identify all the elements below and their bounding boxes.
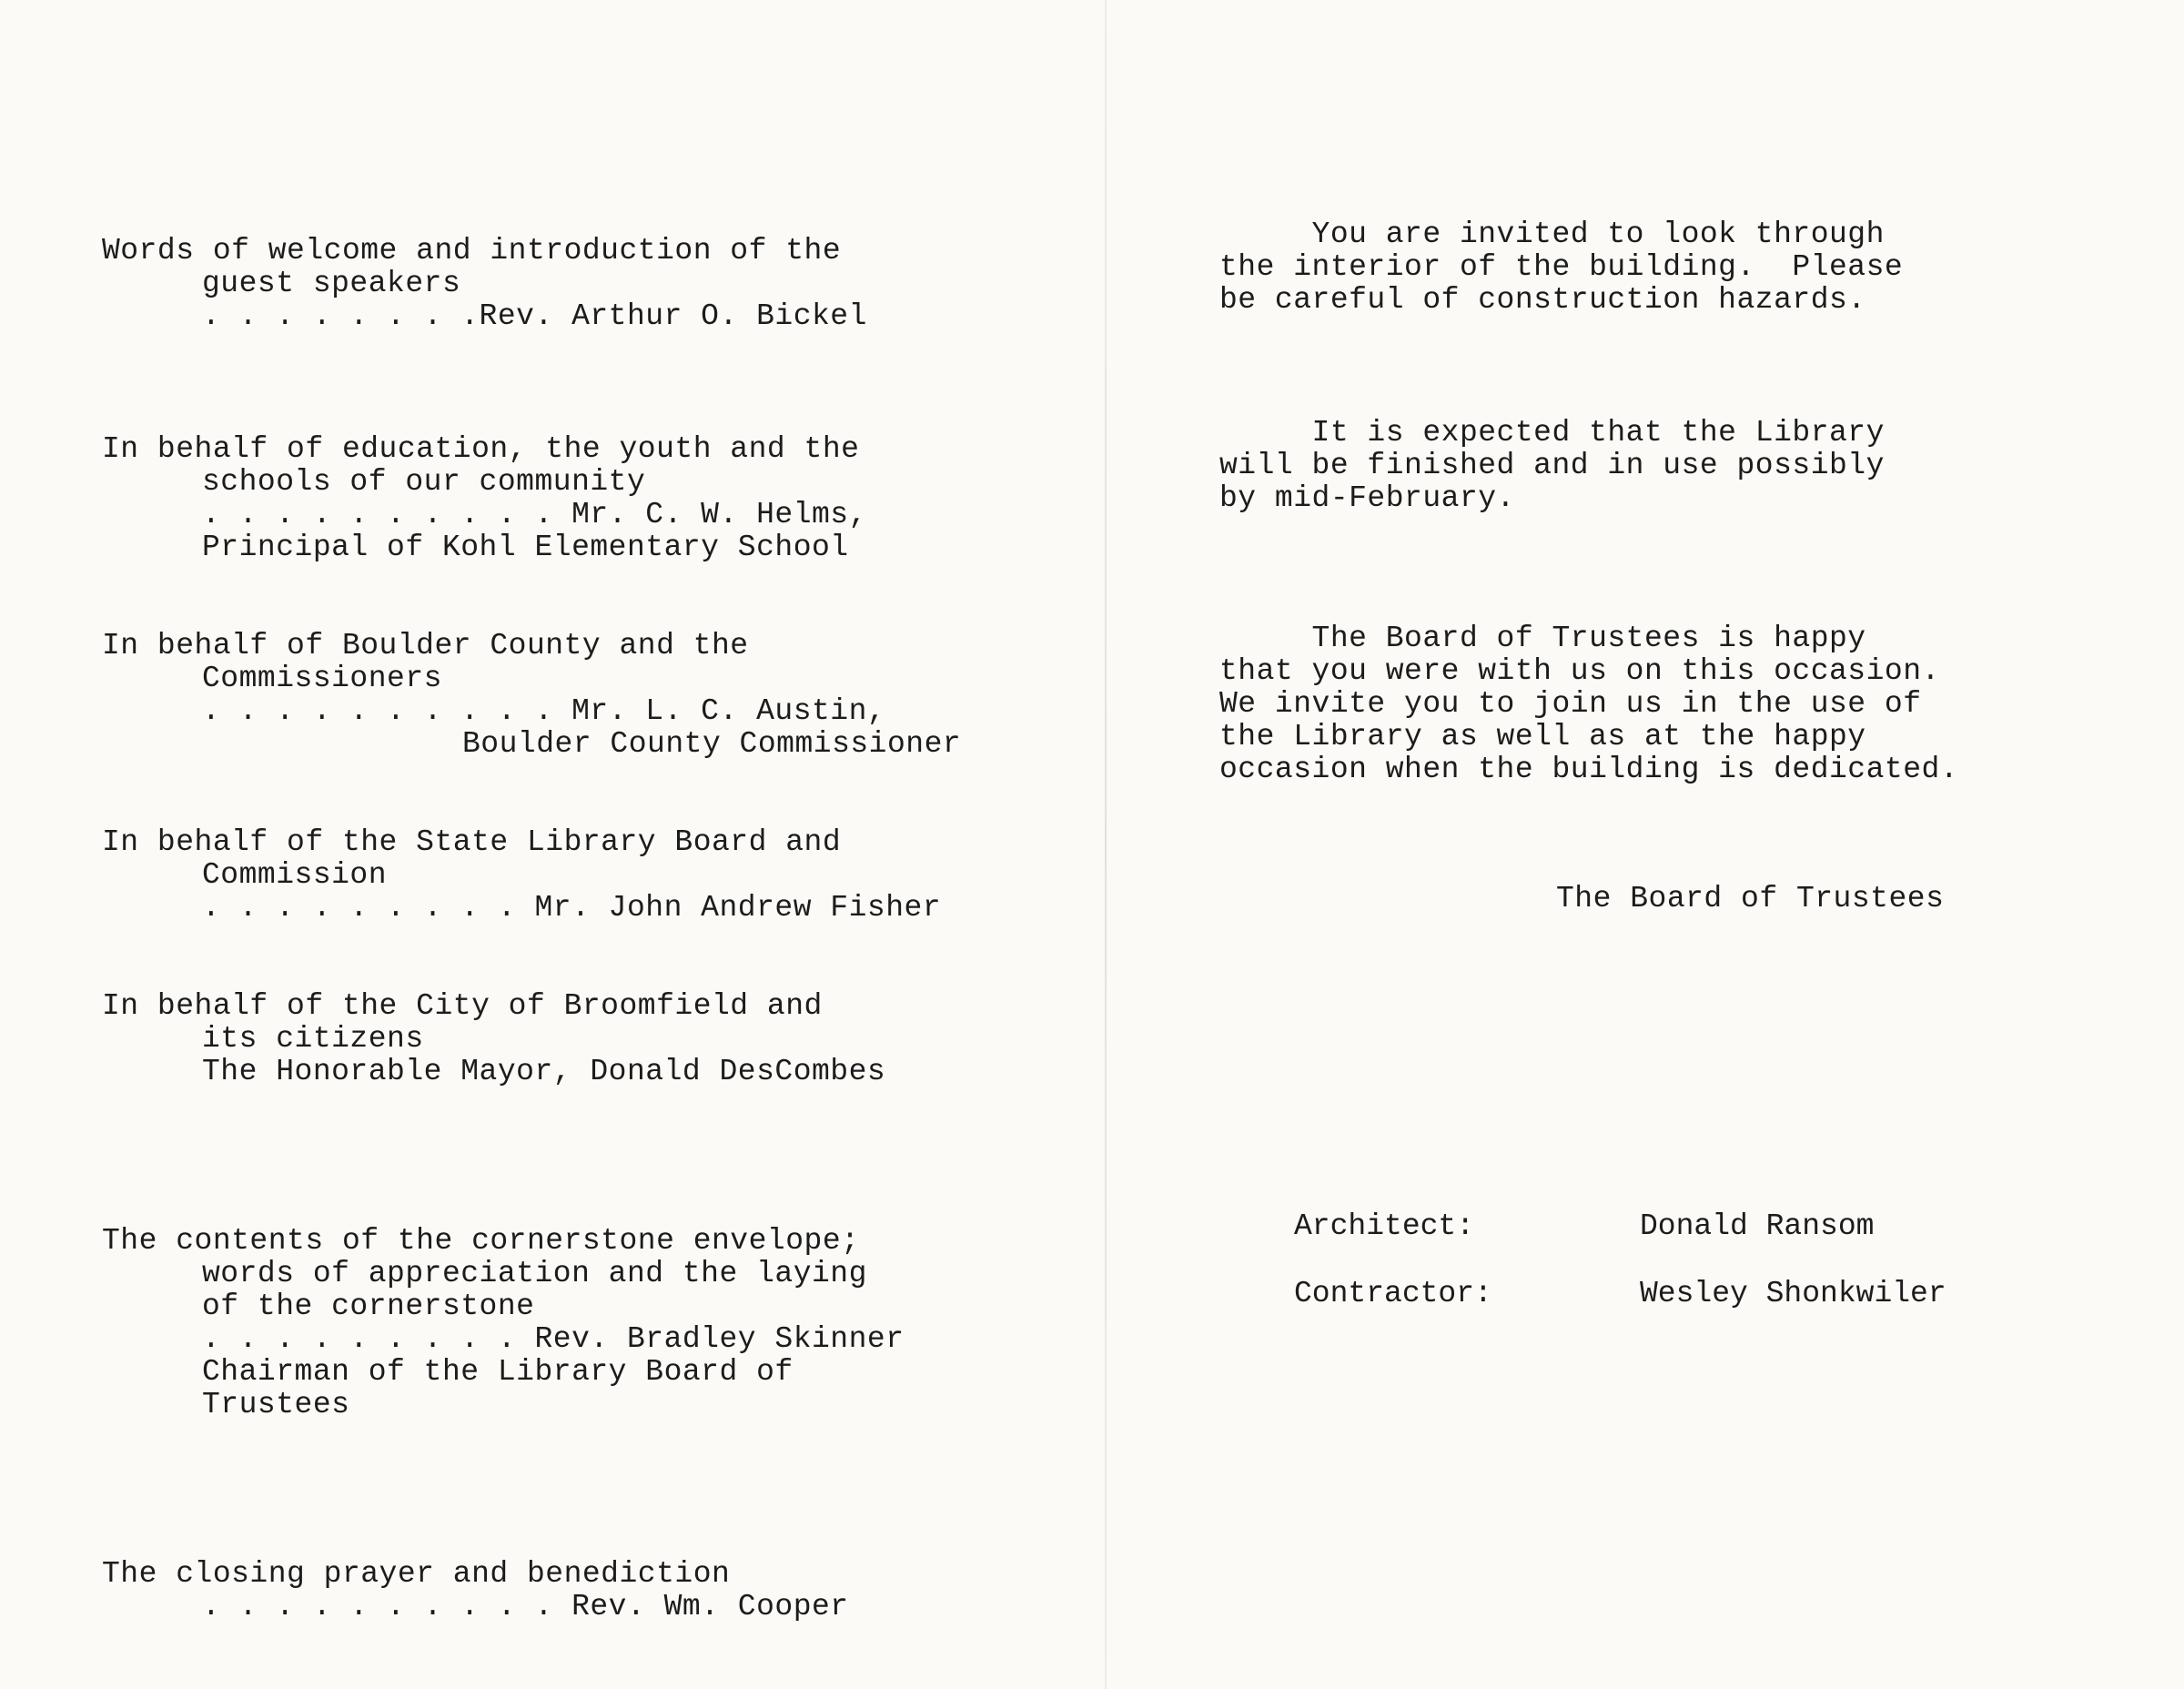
paragraph-line: We invite you to join us in the use of [1219,687,1922,721]
item-speaker-title: Chairman of the Library Board of [202,1355,794,1389]
item-speaker: . . . . . . . . . Mr. John Andrew Fisher [202,891,942,925]
item-speaker-title: Trustees [202,1388,350,1421]
paragraph-line: that you were with us on this occasion. [1219,654,1940,688]
item-subheading: words of appreciation and the laying [202,1257,867,1290]
credits-block [1294,1210,1946,1345]
paragraph-line: It is expected that the Library [1219,416,1885,450]
item-heading: The contents of the cornerstone envelope; [102,1224,860,1258]
item-subheading: Commission [202,858,388,892]
program-item-education [102,433,1048,564]
program-item-welcome [102,235,1048,333]
item-speaker: . . . . . . . . . Rev. Bradley Skinner [202,1322,905,1356]
paragraph-line: the interior of the building. Please [1219,250,1904,284]
item-speaker: The Honorable Mayor, Donald DesCombes [202,1055,886,1088]
credit-name: Donald Ransom [1640,1209,1875,1243]
item-heading: In behalf of the State Library Board and [102,825,842,859]
program-item-state-library [102,826,1048,925]
program-item-cornerstone [102,1225,1048,1421]
program-order-panel [102,235,1048,1623]
paragraph-line: the Library as well as at the happy [1219,720,1866,753]
item-speaker-title: Principal of Kohl Elementary School [202,531,849,564]
item-heading: In behalf of education, the youth and the [102,432,860,466]
item-subheading: of the cornerstone [202,1290,535,1323]
paragraph-line: You are invited to look through [1219,217,1885,251]
item-speaker: . . . . . . . . . . Mr. C. W. Helms, [202,498,867,531]
item-heading: Words of welcome and introduction of the [102,234,842,268]
item-subheading: Commissioners [202,662,442,695]
notice-panel [1219,218,2038,786]
credit-contractor [1294,1278,1946,1310]
paragraph-line: be careful of construction hazards. [1219,283,1866,317]
item-heading: In behalf of the City of Broomfield and [102,989,823,1023]
signature: The Board of Trustees [1556,882,1945,915]
item-speaker: . . . . . . . .Rev. Arthur O. Bickel [202,299,867,333]
item-subheading: guest speakers [202,267,461,300]
item-subheading: schools of our community [202,465,646,499]
paragraph-line: will be finished and in use possibly [1219,449,1885,482]
credit-label: Contractor: [1294,1277,1492,1310]
thanks-paragraph [1219,622,2038,786]
paragraph-line: by mid-February. [1219,481,1515,515]
credit-name: Wesley Shonkwiler [1640,1277,1946,1310]
item-speaker: . . . . . . . . . . Rev. Wm. Cooper [202,1590,849,1623]
program-item-closing [102,1558,1048,1623]
program-item-county [102,630,1048,761]
paragraph-line: occasion when the building is dedicated. [1219,753,1959,786]
item-subheading: its citizens [202,1022,424,1056]
invitation-paragraph [1219,218,2038,317]
credit-architect [1294,1210,1946,1243]
item-heading: The closing prayer and benediction [102,1557,731,1591]
item-heading: In behalf of Boulder County and the [102,629,749,662]
paragraph-line: The Board of Trustees is happy [1219,622,1866,655]
item-speaker: . . . . . . . . . . Mr. L. C. Austin, [202,694,886,728]
credit-label: Architect: [1294,1209,1475,1243]
item-speaker-title: Boulder County Commissioner [462,727,962,761]
page-fold [1105,0,1107,1689]
program-item-city [102,990,1048,1088]
completion-paragraph [1219,417,2038,515]
